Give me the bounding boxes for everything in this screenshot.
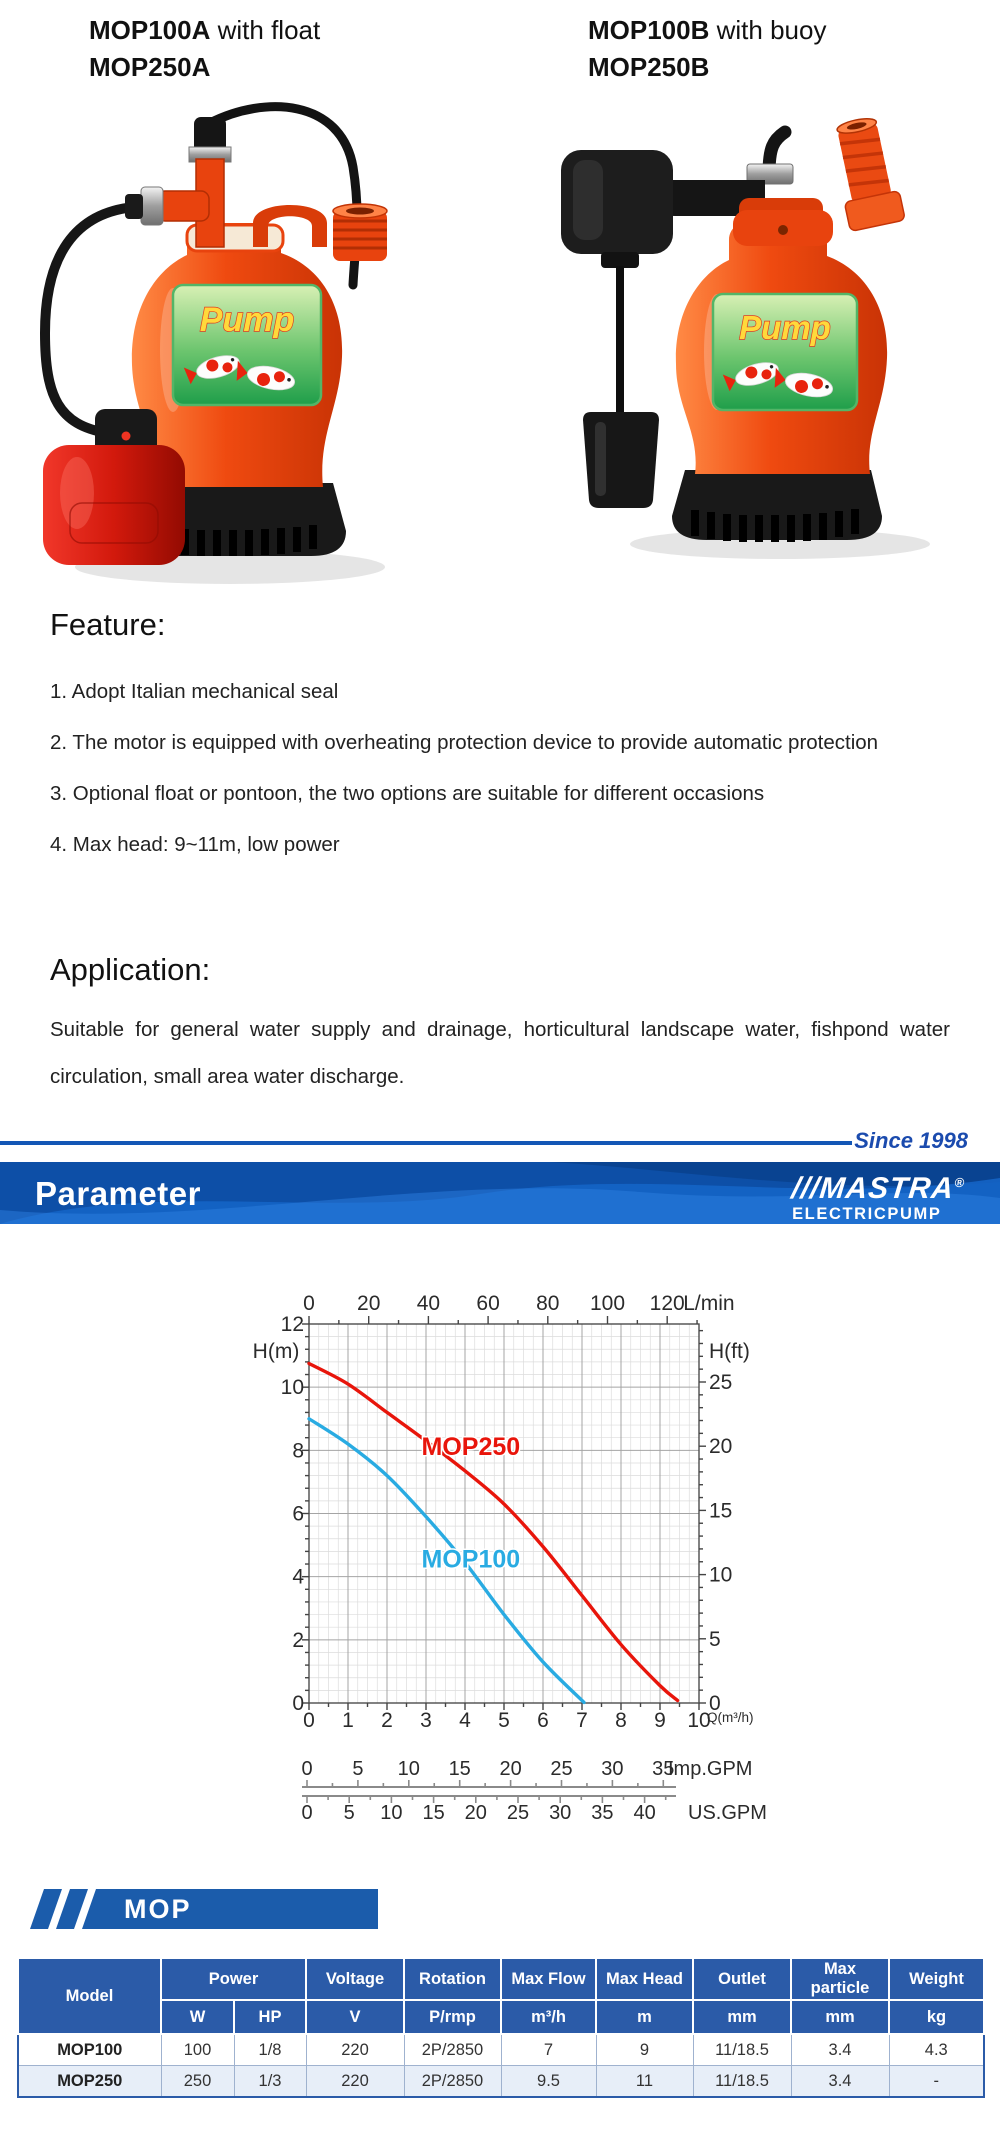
col-header-power: Power [161,1958,306,2000]
cell-v: 220 [306,2034,404,2066]
threaded-outlet [333,204,387,261]
svg-text:MOP250: MOP250 [421,1433,521,1462]
pump-with-buoy-image [525,102,975,562]
svg-text:25: 25 [506,1802,530,1824]
svg-text:8: 8 [615,1709,627,1732]
pump-label-text: Pump [739,309,831,346]
svg-text:L/min: L/min [683,1292,735,1315]
col-header-rotation: Rotation [404,1958,501,2000]
svg-text:2: 2 [292,1628,304,1652]
svg-text:20: 20 [464,1802,487,1824]
cable-connector [125,194,143,219]
svg-text:15: 15 [422,1802,445,1824]
application-heading: Application: [50,952,211,987]
mop-banner-shape [30,1889,378,1929]
svg-text:US.GPM: US.GPM [688,1802,767,1824]
svg-text:5: 5 [343,1802,355,1824]
svg-text:15: 15 [448,1758,471,1780]
svg-text:8: 8 [292,1439,304,1463]
pump-label [173,285,321,405]
pump-label [713,294,857,410]
cell-head: 11 [596,2066,693,2098]
unit-hp: HP [234,2000,306,2034]
svg-text:10: 10 [709,1563,733,1587]
mop-section-banner [30,1889,378,1929]
table-row-mop100 [18,2034,984,2066]
svg-text:40: 40 [633,1802,656,1824]
unit-m3h: m³/h [501,2000,596,2034]
left-model-b: MOP250A [89,52,211,82]
unit-kg: kg [889,2000,984,2034]
pump-with-float-image [15,95,425,600]
unit-prmp: P/rmp [404,2000,501,2034]
cell-hp: 1/8 [234,2034,306,2066]
parameter-banner [0,1162,1000,1224]
svg-text:2: 2 [381,1709,393,1732]
cell-particle: 3.4 [791,2066,889,2098]
right-model-a: MOP100B [588,15,710,45]
brand-logo [792,1168,964,1224]
svg-text:35: 35 [591,1802,614,1824]
svg-text:60: 60 [476,1292,500,1315]
svg-text:6: 6 [292,1502,304,1526]
svg-text:4: 4 [459,1709,471,1732]
right-model-b: MOP250B [588,52,710,82]
svg-text:0: 0 [301,1758,313,1780]
svg-text:H(m): H(m) [252,1340,300,1363]
cell-hp: 1/3 [234,2066,306,2098]
buoy-rod [616,266,624,418]
cell-v: 220 [306,2066,404,2098]
svg-text:25: 25 [709,1371,733,1394]
feature-section [50,607,950,879]
svg-text:35: 35 [652,1758,675,1780]
feature-item-2: 2. The motor is equipped with overheating protection device to provide automatic protection [50,731,879,754]
right-product-title [588,12,826,86]
unit-w: W [161,2000,234,2034]
svg-text:12: 12 [280,1313,304,1336]
svg-text:20: 20 [499,1758,522,1780]
svg-text:10: 10 [397,1758,420,1780]
float-indicator [122,432,131,441]
unit-mm-particle: mm [791,2000,889,2034]
col-header-model: Model [18,1958,161,2034]
left-model-a-suffix: with float [210,15,321,45]
cell-outlet: 11/18.5 [693,2034,791,2066]
svg-text:7: 7 [576,1709,588,1732]
svg-text:20: 20 [357,1292,381,1315]
float-cable [45,207,135,433]
cell-head: 9 [596,2034,693,2066]
svg-text:Imp.GPM: Imp.GPM [668,1758,753,1780]
cell-model: MOP250 [18,2066,161,2098]
cell-rotation: 2P/2850 [404,2034,501,2066]
svg-text:H(ft): H(ft) [709,1340,750,1363]
spec-table [17,1957,983,2098]
divider-rule [0,1141,852,1145]
svg-text:5: 5 [709,1627,721,1651]
col-header-voltage: Voltage [306,1958,404,2000]
since-text: Since 1998 [854,1128,968,1153]
svg-text:80: 80 [536,1292,560,1315]
svg-text:120: 120 [649,1292,685,1315]
logo-name: MASTRA [818,1172,956,1205]
cell-weight: 4.3 [889,2034,984,2066]
logo-slashes-icon: /// [790,1172,822,1205]
svg-text:6: 6 [537,1709,549,1732]
col-header-outlet: Outlet [693,1958,791,2000]
cell-outlet: 11/18.5 [693,2066,791,2098]
cell-flow: 7 [501,2034,596,2066]
cell-rotation: 2P/2850 [404,2066,501,2098]
feature-item-4: 4. Max head: 9~11m, low power [50,833,340,856]
svg-text:0: 0 [303,1292,315,1315]
unit-v: V [306,2000,404,2034]
col-header-max-particle: Max particle [791,1958,889,2000]
svg-text:3: 3 [420,1709,432,1732]
svg-text:30: 30 [549,1802,572,1824]
cable-coupling [141,187,163,225]
col-header-max-flow: Max Flow [501,1958,596,2000]
right-model-a-suffix: with buoy [709,15,827,45]
svg-text:40: 40 [416,1292,441,1315]
svg-text:0: 0 [303,1709,315,1732]
svg-text:10: 10 [280,1376,304,1400]
svg-text:5: 5 [498,1709,510,1732]
left-product-title [89,12,320,86]
handle [253,205,327,247]
hose-barb-outlet [828,114,905,231]
feature-item-3: 3. Optional float or pontoon, the two options are suitable for different occasions [50,782,765,805]
float-highlight [60,457,94,529]
svg-text:10: 10 [380,1802,403,1824]
cell-flow: 9.5 [501,2066,596,2098]
buoy-neck [601,252,639,268]
cell-w: 250 [161,2066,234,2098]
logo-subtitle: ELECTRICPUMP [792,1205,942,1223]
svg-text:4: 4 [292,1565,304,1589]
svg-text:30: 30 [601,1758,624,1780]
cell-model: MOP100 [18,2034,161,2066]
svg-text:Q(m³/h): Q(m³/h) [707,1710,754,1725]
svg-text:1: 1 [342,1709,354,1732]
col-header-max-head: Max Head [596,1958,693,2000]
svg-text:9: 9 [654,1709,666,1732]
left-model-a: MOP100A [89,15,211,45]
screw-hole [778,225,788,235]
application-section [50,952,950,1100]
cell-particle: 3.4 [791,2034,889,2066]
tee-fitting [157,191,209,221]
svg-text:10: 10 [687,1709,711,1732]
housing-highlight [573,160,603,240]
svg-text:25: 25 [550,1758,573,1780]
feature-heading: Feature: [50,607,166,642]
svg-text:20: 20 [709,1435,733,1459]
banner-title: Parameter [35,1175,201,1212]
svg-text:0: 0 [301,1802,313,1824]
chart-canvas [220,1270,780,1830]
svg-text:0: 0 [709,1692,721,1715]
cell-w: 100 [161,2034,234,2066]
application-text: Suitable for general water supply and drainage, horticultural landscape water, fishpond water circulation, small area water discharge. [50,1018,950,1088]
feature-item-1: 1. Adopt Italian mechanical seal [50,680,339,703]
svg-text:0: 0 [292,1692,304,1715]
cell-weight: - [889,2066,984,2098]
buoy-float [583,412,659,508]
table-row-mop250 [18,2066,984,2098]
unit-m: m [596,2000,693,2034]
buoy-highlight [595,422,606,496]
col-header-weight: Weight [889,1958,984,2000]
pump-curve-chart [220,1270,780,1830]
registered-mark-icon: ® [953,1175,966,1190]
svg-text:100: 100 [589,1292,626,1315]
unit-mm-outlet: mm [693,2000,791,2034]
svg-text:15: 15 [709,1499,733,1523]
mop-section-label: MOP [124,1894,192,1924]
pump-label-text: Pump [199,301,295,339]
svg-text:5: 5 [352,1758,364,1780]
svg-text:MOP100: MOP100 [421,1545,521,1574]
